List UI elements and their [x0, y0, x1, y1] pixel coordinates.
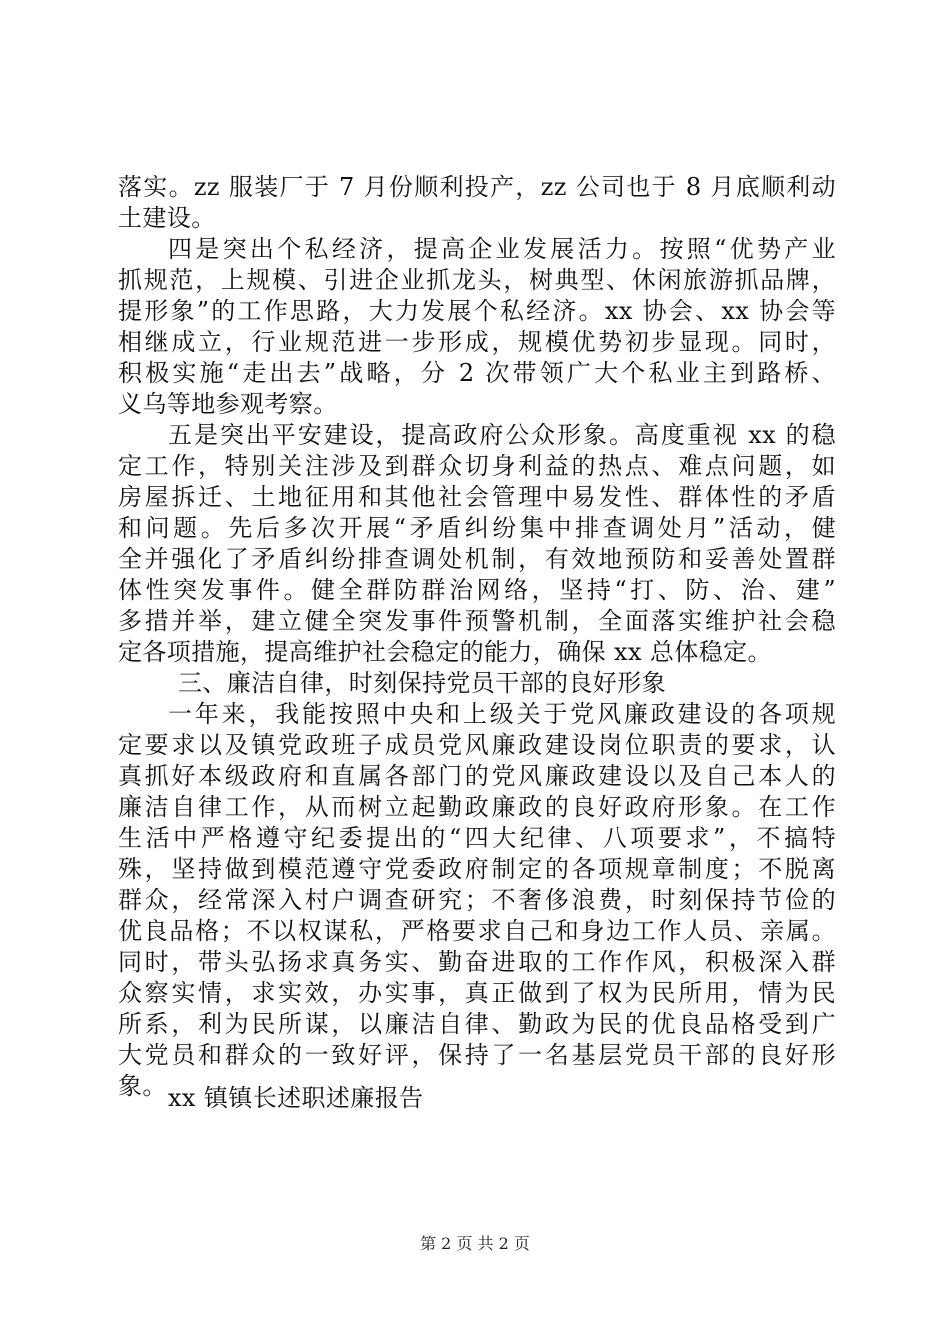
text-line: 全并强化了矛盾纠纷排查调处机制，有效地预防和妥善处置群 — [118, 545, 836, 573]
text-line: 象。 — [118, 1072, 167, 1100]
text-line: 三、廉洁自律，时刻保持党员干部的良好形象 — [178, 669, 666, 697]
text-line: 房屋拆迁、土地征用和其他社会管理中易发性、群体性的矛盾 — [118, 483, 836, 511]
text-line: 定要求以及镇党政班子成员党风廉政建设岗位职责的要求，认 — [118, 731, 836, 759]
text-line: 五是突出平安建设，提高政府公众形象。高度重视 xx 的稳 — [168, 421, 836, 449]
text-line: 生活中严格遵守纪委提出的“四大纪律、八项要求”，不搞特 — [118, 824, 836, 852]
body-text — [118, 172, 836, 1102]
text-line: 同时，带头弘扬求真务实、勤奋进取的工作作风，积极深入群 — [118, 948, 836, 976]
text-line: 土建设。 — [118, 204, 216, 232]
text-line: 群众，经常深入村户调查研究；不奢侈浪费，时刻保持节俭的 — [118, 886, 836, 914]
text-line: 积极实施“走出去”战略，分 2 次带领广大个私业主到路桥、 — [118, 359, 836, 387]
text-line: 所系，利为民所谋，以廉洁自律、勤政为民的优良品格受到广 — [118, 1010, 836, 1038]
text-line: 落实。zz 服装厂于 7 月份顺利投产，zz 公司也于 8 月底顺利动 — [118, 173, 836, 201]
report-title: xx 镇镇长述职述廉报告 — [168, 1084, 424, 1112]
text-line: 真抓好本级政府和直属各部门的党风廉政建设以及自己本人的 — [118, 762, 836, 790]
text-line: 一年来，我能按照中央和上级关于党风廉政建设的各项规 — [168, 700, 836, 728]
text-line: 廉洁自律工作，从而树立起勤政廉政的良好政府形象。在工作 — [118, 793, 836, 821]
text-line: 多措并举，建立健全突发事件预警机制，全面落实维护社会稳 — [118, 607, 836, 635]
text-line: 相继成立，行业规范进一步形成，规模优势初步显现。同时， — [118, 328, 836, 356]
text-line: 四是突出个私经济，提高企业发展活力。按照“优势产业 — [168, 235, 836, 263]
text-line: 众察实情，求实效，办实事，真正做到了权为民所用，情为民 — [118, 979, 836, 1007]
text-line: 优良品格；不以权谋私，严格要求自己和身边工作人员、亲属。 — [118, 917, 836, 945]
text-line: 和问题。先后多次开展“矛盾纠纷集中排查调处月”活动，健 — [118, 514, 836, 542]
text-line: 定各项措施，提高维护社会稳定的能力，确保 xx 总体稳定。 — [118, 638, 772, 666]
page-footer: 第 2 页 共 2 页 — [420, 1234, 530, 1253]
text-line: 殊，坚持做到模范遵守党委政府制定的各项规章制度；不脱离 — [118, 855, 836, 883]
text-line: 定工作，特别关注涉及到群众切身利益的热点、难点问题，如 — [118, 452, 836, 480]
text-line: 体性突发事件。健全群防群治网络，坚持“打、防、治、建” — [118, 576, 836, 604]
text-line: 提形象”的工作思路，大力发展个私经济。xx 协会、xx 协会等 — [118, 297, 836, 325]
text-line: 大党员和群众的一致好评，保持了一名基层党员干部的良好形 — [118, 1041, 836, 1069]
text-line: 抓规范，上规模、引进企业抓龙头，树典型、休闲旅游抓品牌， — [118, 266, 836, 294]
text-line: 义乌等地参观考察。 — [118, 390, 338, 418]
